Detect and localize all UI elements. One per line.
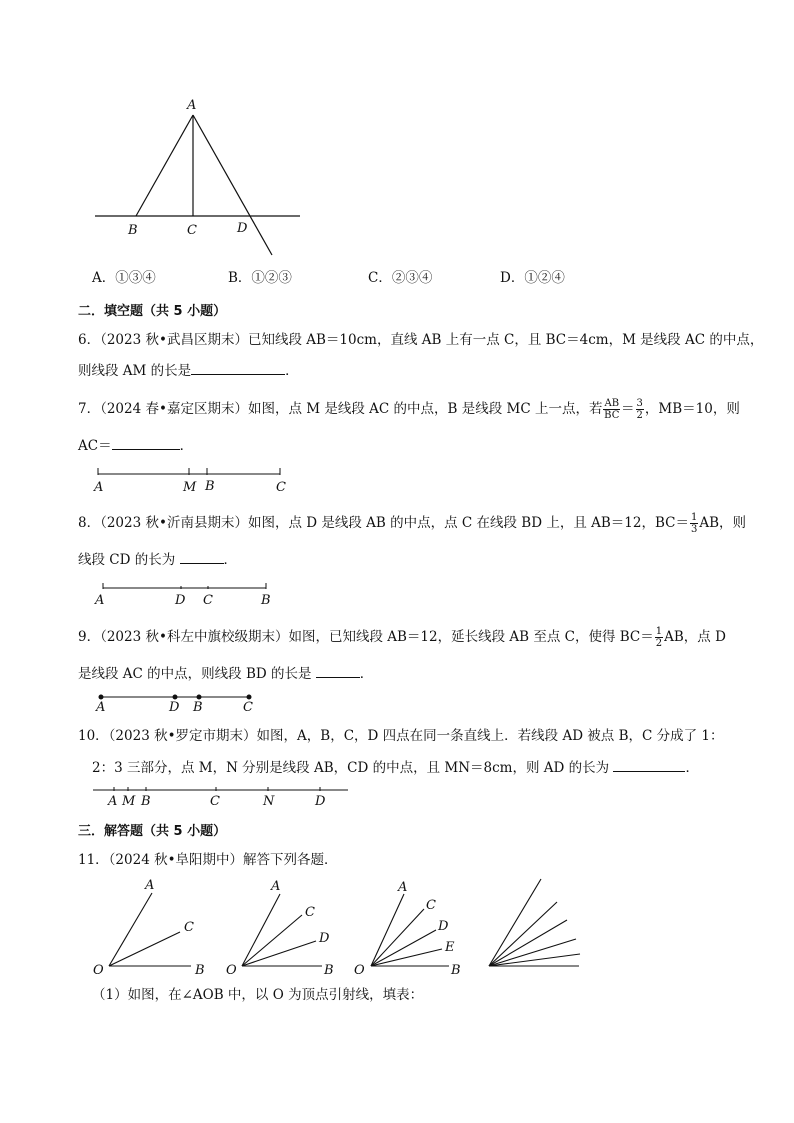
q10-line2	[92, 757, 699, 778]
q10-label-B: B	[141, 794, 151, 809]
q7-answer-blank[interactable]	[112, 435, 180, 450]
q11-f1-label-O: O	[93, 963, 104, 978]
q7-label-B: B	[205, 479, 215, 494]
q9-label-C: C	[243, 700, 253, 715]
q7-fraction-3-2: $\frac{3}{2}$	[636, 398, 643, 421]
q11-f1-label-A: A	[145, 878, 155, 893]
q6-line2	[78, 360, 299, 381]
q10-line1: 10．（2023 秋•罗定市期末）如图，A，B，C，D 四点在同一条直线上．若线段 AD 被点 B，C 分成了 1：	[78, 728, 724, 744]
q11-f3-label-O: O	[354, 963, 365, 978]
q8-label-D: D	[175, 593, 186, 608]
option-a: A．①③④	[92, 270, 156, 286]
q9-text2: 是线段 AC 的中点，则线段 BD 的长是	[78, 666, 312, 682]
q9-line2	[78, 663, 373, 684]
q7-text-pre: 7．（2024 春•嘉定区期末）如图，点 M 是线段 AC 的中点，B 是线段 MC 上一点，若	[78, 401, 603, 417]
q8-end: ．	[223, 552, 238, 568]
q11-f2-label-B: B	[324, 963, 334, 978]
q11-f3-label-E: E	[445, 940, 455, 955]
q8-segment-figure	[103, 583, 266, 589]
q7-text2: AC＝	[78, 438, 112, 454]
q9-segment-figure	[99, 695, 251, 699]
q7-label-C: C	[276, 480, 286, 495]
q7-line2	[78, 435, 193, 456]
q10-segment-figure	[93, 787, 348, 791]
q8-fraction: $\frac{1}{3}$	[691, 512, 698, 535]
q10-answer-blank[interactable]	[613, 757, 685, 772]
q11-f3-label-D: D	[438, 919, 449, 934]
q7-line1	[78, 398, 740, 421]
q8-text-post: AB，则	[699, 515, 747, 531]
option-b: B．①②③	[228, 270, 292, 286]
q9-answer-blank[interactable]	[316, 663, 360, 678]
q9-label-D: D	[169, 700, 180, 715]
q6-line1: 6．（2023 秋•武昌区期末）已知线段 AB＝10cm，直线 AB 上有一点 C，且 BC＝4cm，M 是线段 AC 的中点，	[78, 332, 764, 348]
q9-label-B: B	[193, 700, 203, 715]
q9-text-post: AB，点 D	[664, 629, 726, 645]
q8-answer-blank[interactable]	[180, 549, 224, 564]
q6-answer-blank[interactable]	[191, 360, 285, 375]
q8-label-C: C	[203, 593, 213, 608]
q7-text-post: ，MB＝10，则	[644, 401, 740, 417]
section3-title: 三．解答题（共 5 小题）	[78, 824, 227, 839]
q8-text2: 线段 CD 的长为	[78, 552, 176, 568]
q11-f1-label-B: B	[195, 963, 205, 978]
q10-label-M: M	[122, 794, 136, 809]
label-C: C	[187, 223, 197, 238]
q11-f3-label-B: B	[451, 963, 461, 978]
q10-label-A: A	[108, 794, 118, 809]
q10-label-N: N	[263, 794, 275, 809]
label-B: B	[128, 223, 138, 238]
q8-line1	[78, 512, 746, 535]
section2-title: 二．填空题（共 5 小题）	[78, 304, 227, 319]
q7-eq: ＝	[621, 401, 635, 417]
q11-angle-figure-4	[489, 879, 580, 966]
q8-label-B: B	[261, 593, 271, 608]
q7-label-M: M	[183, 480, 197, 495]
label-D: D	[237, 221, 248, 236]
q11-f1-label-C: C	[184, 920, 194, 935]
q8-line2	[78, 549, 237, 570]
q11-angle-figure-1	[109, 893, 191, 966]
q11-sub1: （1）如图，在∠AOB 中，以 O 为顶点引射线，填表：	[92, 987, 424, 1003]
q10-label-C: C	[210, 794, 220, 809]
q7-segment-figure	[98, 468, 280, 475]
q9-line1	[78, 626, 726, 649]
q6-end: ．	[285, 363, 299, 379]
q11-f3-label-A: A	[398, 880, 408, 895]
label-A: A	[187, 98, 197, 113]
q8-label-A: A	[95, 593, 105, 608]
triangle-figure	[95, 115, 300, 255]
q11-f2-label-D: D	[319, 931, 330, 946]
q9-fraction: $\frac{1}{2}$	[655, 626, 663, 649]
q10-end: ．	[685, 760, 699, 776]
q11-f2-label-C: C	[305, 905, 315, 920]
q6-text: 则线段 AM 的长是	[78, 363, 192, 379]
option-c: C．②③④	[368, 270, 433, 286]
q10-label-D: D	[315, 794, 326, 809]
q9-text-pre: 9．（2023 秋•科左中旗校级期末）如图，已知线段 AB＝12，延长线段 AB 至点 C，使得 BC＝	[78, 629, 654, 645]
q10-text2: 2：3 三部分，点 M，N 分别是线段 AB，CD 的中点，且 MN＝8cm，则 AD 的长为	[92, 760, 610, 776]
q7-label-A: A	[94, 480, 104, 495]
q9-end: ．	[359, 666, 374, 682]
q7-end: ．	[179, 438, 194, 454]
option-d: D．①②④	[500, 270, 565, 286]
q11-f3-label-C: C	[426, 898, 436, 913]
q11-line1: 11．（2024 秋•阜阳期中）解答下列各题．	[78, 852, 338, 868]
q11-f2-label-O: O	[226, 963, 237, 978]
q11-f2-label-A: A	[271, 879, 281, 894]
q7-fraction-ab-bc: $\frac{AB}{BC}$	[604, 398, 620, 421]
q9-label-A: A	[96, 700, 106, 715]
q8-text-pre: 8．（2023 秋•沂南县期末）如图，点 D 是线段 AB 的中点，点 C 在线段 BD 上，且 AB＝12，BC＝	[78, 515, 689, 531]
